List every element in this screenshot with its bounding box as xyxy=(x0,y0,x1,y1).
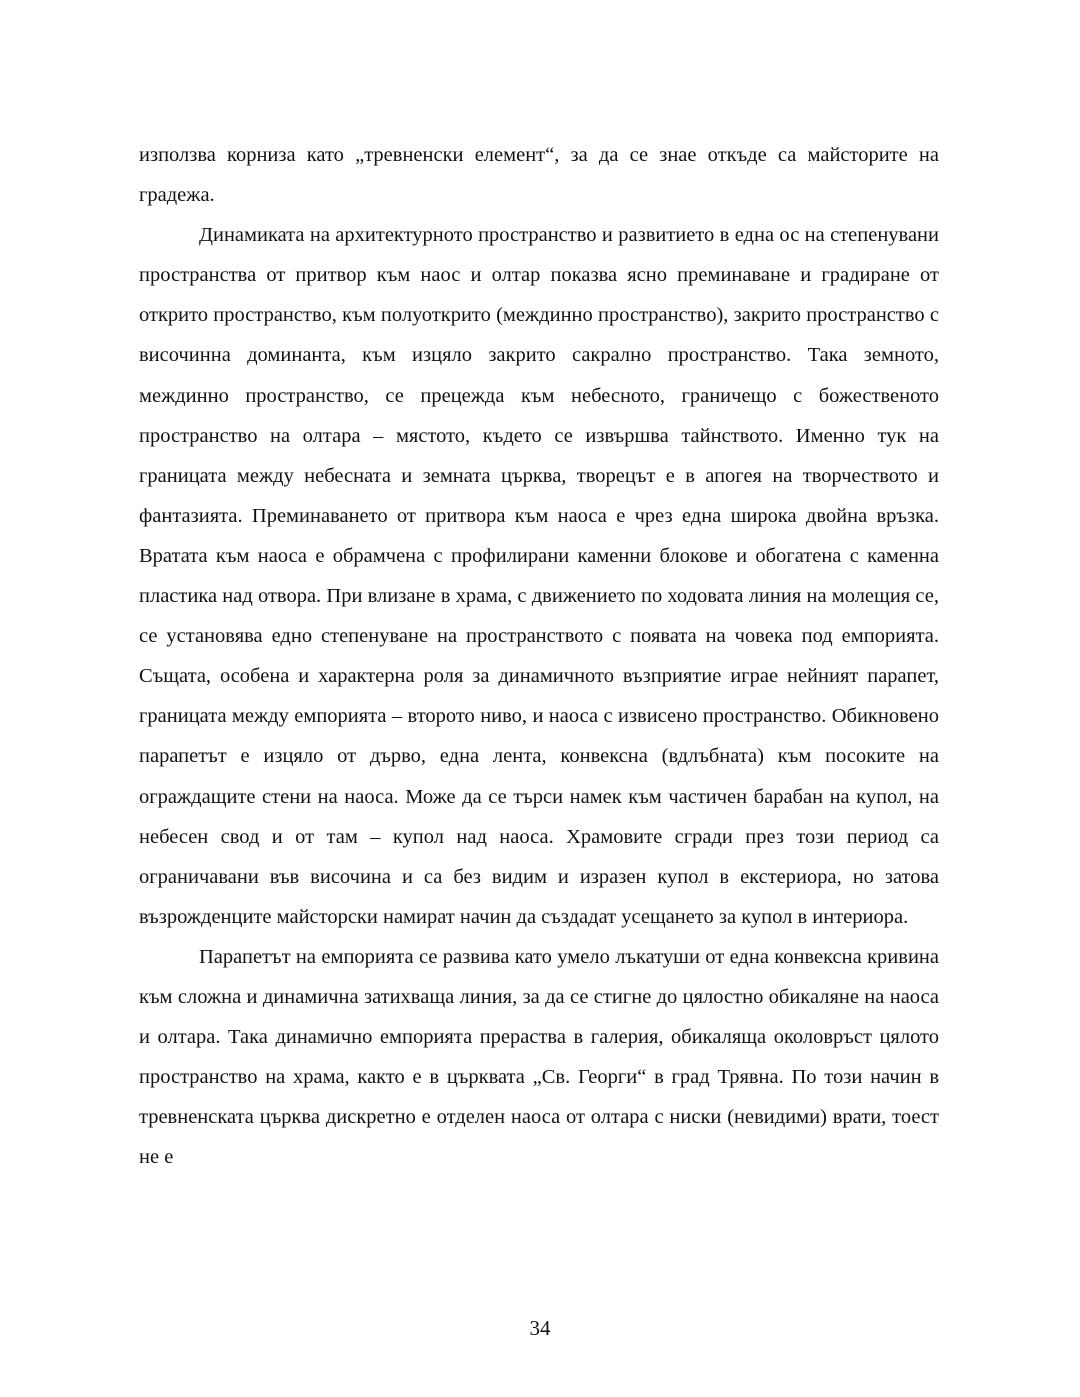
page-body xyxy=(139,135,939,1177)
paragraph-parapet: Парапетът на емпорията се развива като умело лъкатуши от една конвексна кривина към сложна и динамична затихваща линия, за да се стигне до цялостно обикаляне на наоса и олтара. Така динамично емпорията прераства в галерия, обикаляща околовръст цялото пространство на храма, както е в църквата „Св. Георги“ в град Трявна. По този начин в тревненската църква дискретно е отделен наоса от олтара с ниски (невидими) врати, тоест не е xyxy=(139,945,939,1169)
paragraph-continuation: използва корниза като „тревненски елемент“, за да се знае откъде са майсторите на градежа. xyxy=(139,144,939,207)
paragraph-space-dynamics: Динамиката на архитектурното пространство и развитието в една ос на степенувани пространства от притвор към наос и олтар показва ясно преминаване и градиране от открито пространство, към полуоткрито (междинно пространство), закрито пространство с височинна доминанта, към изцяло закрито сакрално пространство. Така земното, междинно пространство, се прецежда към небесното, граничещо с божественото пространство на олтара – мястото, където се извършва тайнството. Именно тук на границата между небесната и земната църква, творецът е в апогея на творчеството и фантазията. Преминаването от притвора към наоса е чрез една широка двойна връзка. Вратата към наоса е обрамчена с профилирани каменни блокове и обогатена с каменна пластика над отвора. При влизане в храма, с движението по ходовата линия на молещия се, се установява едно степенуване на пространството с появата на човека под емпорията. Същата, особена и характерна роля за динамичното възприятие играе нейният парапет, границата между емпорията – второто ниво, и наоса с извисено пространство. Обикновено парапетът е изцяло от дърво, една лента, конвексна (вдлъбната) към посоките на ограждащите стени на наоса. Може да се търси намек към частичен барабан на купол, на небесен свод и от там – купол над наоса. Храмовите сгради през този период са ограничавани във височина и са без видим и изразен купол в екстериора, но затова възрожденците майсторски намират начин да създадат усещането за купол в интериора. xyxy=(139,224,939,928)
page-number: 34 xyxy=(529,1316,551,1340)
